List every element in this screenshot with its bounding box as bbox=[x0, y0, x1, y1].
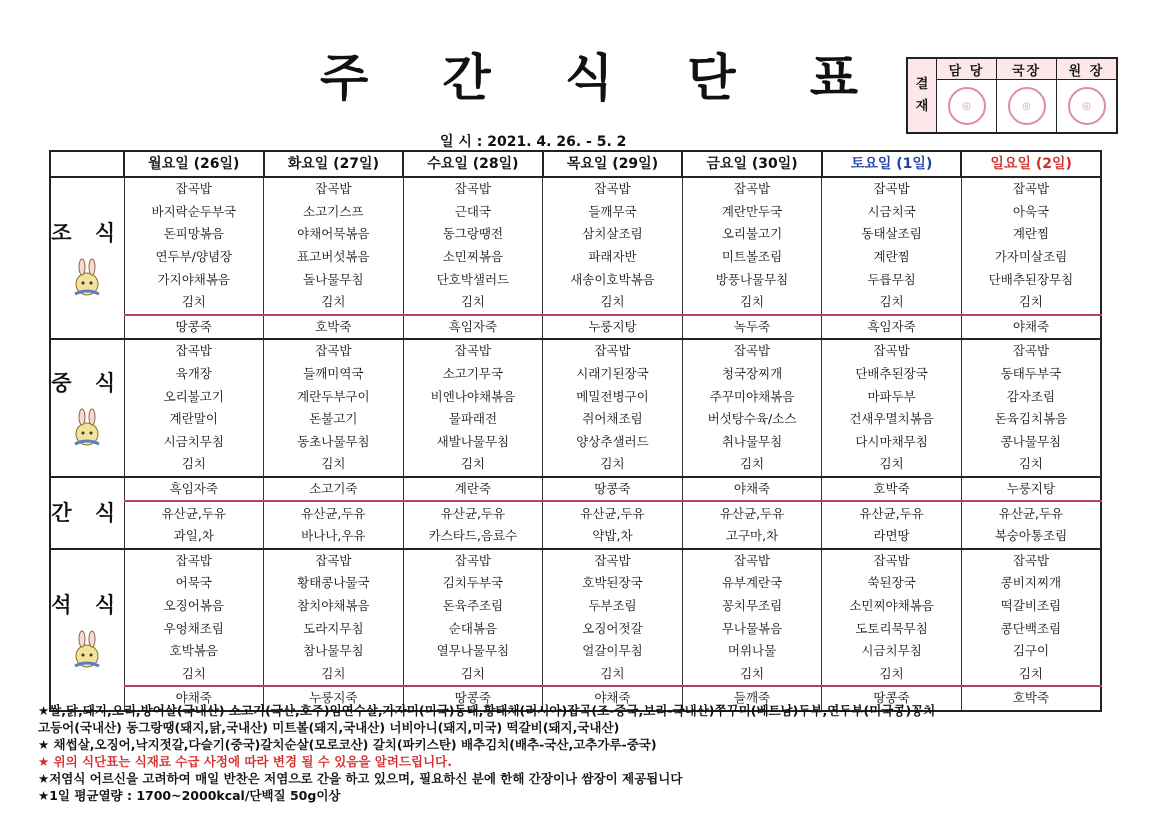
menu-cell: 녹두죽 bbox=[682, 315, 822, 340]
approval-label: 결 재 bbox=[908, 59, 937, 132]
menu-cell: 유산균,두유 bbox=[961, 501, 1101, 525]
menu-cell: 쑥된장국 bbox=[822, 572, 962, 595]
title-char: 표 bbox=[809, 49, 860, 107]
page-title bbox=[320, 38, 860, 110]
menu-cell: 열무나물무침 bbox=[403, 640, 543, 663]
menu-cell: 김치 bbox=[961, 453, 1101, 477]
menu-cell: 단호박샐러드 bbox=[403, 268, 543, 291]
seal-stamp: ◎ bbox=[1008, 87, 1046, 125]
menu-row bbox=[50, 408, 1101, 431]
menu-cell: 잡곡밥 bbox=[822, 177, 962, 201]
menu-cell: 아욱국 bbox=[961, 201, 1101, 224]
menu-cell: 동태살조림 bbox=[822, 223, 962, 246]
seal-stamp: ◎ bbox=[948, 87, 986, 125]
notes bbox=[38, 702, 935, 804]
menu-row bbox=[50, 177, 1101, 201]
menu-cell: 야채죽 bbox=[543, 686, 683, 711]
meal-name: 석 식 bbox=[51, 592, 124, 617]
menu-cell: 잡곡밥 bbox=[403, 549, 543, 573]
menu-cell: 김치 bbox=[961, 291, 1101, 315]
menu-cell: 김치 bbox=[822, 662, 962, 686]
menu-cell: 김치 bbox=[264, 453, 404, 477]
menu-row bbox=[50, 363, 1101, 386]
menu-date: 일 시 : 2021. 4. 26. - 5. 2 bbox=[440, 134, 627, 150]
menu-cell: 유부계란국 bbox=[682, 572, 822, 595]
menu-cell: 호박죽 bbox=[961, 686, 1101, 711]
menu-cell: 돌나물무침 bbox=[264, 268, 404, 291]
menu-cell: 계란말이 bbox=[124, 408, 264, 431]
menu-cell: 잡곡밥 bbox=[961, 339, 1101, 363]
menu-row bbox=[50, 501, 1101, 525]
menu-cell: 김치 bbox=[543, 291, 683, 315]
menu-cell: 누룽지탕 bbox=[543, 315, 683, 340]
menu-cell: 돈육김치볶음 bbox=[961, 408, 1101, 431]
menu-cell: 표고버섯볶음 bbox=[264, 246, 404, 269]
menu-cell: 꽁치무조림 bbox=[682, 595, 822, 618]
menu-row bbox=[50, 525, 1101, 549]
title-char: 단 bbox=[687, 49, 738, 107]
menu-cell: 유산균,두유 bbox=[403, 501, 543, 525]
title-char: 식 bbox=[564, 49, 616, 107]
menu-row bbox=[50, 385, 1101, 408]
menu-row bbox=[50, 201, 1101, 224]
note-line: ★1일 평균열량 : 1700~2000kcal/단백질 50g이상 bbox=[38, 788, 341, 803]
menu-cell: 마파두부 bbox=[822, 385, 962, 408]
menu-cell: 새송이호박볶음 bbox=[543, 268, 683, 291]
menu-cell: 야채죽 bbox=[682, 477, 822, 502]
menu-cell: 야채죽 bbox=[124, 686, 264, 711]
menu-cell: 연두부/양념장 bbox=[124, 246, 264, 269]
menu-cell: 유산균,두유 bbox=[124, 501, 264, 525]
menu-cell: 흑임자죽 bbox=[403, 315, 543, 340]
menu-row bbox=[50, 549, 1101, 573]
day-header: 일요일 (2일) bbox=[961, 151, 1101, 177]
meal-name: 간 식 bbox=[51, 500, 124, 525]
menu-row bbox=[50, 291, 1101, 315]
menu-cell: 순대볶음 bbox=[403, 617, 543, 640]
menu-cell: 콩나물무침 bbox=[961, 431, 1101, 454]
menu-cell: 물파래전 bbox=[403, 408, 543, 431]
menu-cell: 잡곡밥 bbox=[682, 549, 822, 573]
menu-cell: 소민찌야채볶음 bbox=[822, 595, 962, 618]
meal-label bbox=[50, 177, 124, 339]
menu-cell: 김치 bbox=[682, 662, 822, 686]
approval-director: 국장 ◎ bbox=[997, 59, 1057, 132]
menu-cell: 김치 bbox=[543, 662, 683, 686]
menu-cell: 김치 bbox=[403, 662, 543, 686]
menu-cell: 버섯탕수육/소스 bbox=[682, 408, 822, 431]
menu-cell: 김치두부국 bbox=[403, 572, 543, 595]
menu-cell: 호박된장국 bbox=[543, 572, 683, 595]
menu-cell: 콩단백조림 bbox=[961, 617, 1101, 640]
menu-cell: 김치 bbox=[682, 291, 822, 315]
menu-cell: 청국장찌개 bbox=[682, 363, 822, 386]
approval-box bbox=[906, 57, 1118, 134]
menu-cell: 잡곡밥 bbox=[124, 177, 264, 201]
menu-cell: 육개장 bbox=[124, 363, 264, 386]
menu-cell: 잡곡밥 bbox=[124, 339, 264, 363]
day-header: 화요일 (27일) bbox=[264, 151, 404, 177]
menu-cell: 김치 bbox=[961, 662, 1101, 686]
menu-row bbox=[50, 431, 1101, 454]
menu-row bbox=[50, 477, 1101, 502]
menu-cell: 잡곡밥 bbox=[403, 339, 543, 363]
menu-cell: 계란만두국 bbox=[682, 201, 822, 224]
menu-cell: 돈피망볶음 bbox=[124, 223, 264, 246]
menu-cell: 가자미살조림 bbox=[961, 246, 1101, 269]
menu-cell: 얼갈이무침 bbox=[543, 640, 683, 663]
menu-cell: 메밀전병구이 bbox=[543, 385, 683, 408]
menu-cell: 참나물무침 bbox=[264, 640, 404, 663]
menu-cell: 동초나물무침 bbox=[264, 431, 404, 454]
menu-cell: 잡곡밥 bbox=[961, 177, 1101, 201]
menu-cell: 유산균,두유 bbox=[682, 501, 822, 525]
menu-cell: 잡곡밥 bbox=[822, 339, 962, 363]
menu-cell: 호박볶음 bbox=[124, 640, 264, 663]
menu-row bbox=[50, 268, 1101, 291]
menu-cell: 비엔나야채볶음 bbox=[403, 385, 543, 408]
menu-cell: 호박죽 bbox=[264, 315, 404, 340]
menu-cell: 유산균,두유 bbox=[822, 501, 962, 525]
note-line: ★쌀,닭,돼지,오리,방어살(국내산) 소고기(국산,호주)임연수살,가자미(미국)동태,황태채(러시아)잡곡(조-중국,보리-국내산)쭈꾸미(베트남)두부,연두부(미국콩)꽁치 bbox=[38, 703, 936, 718]
menu-cell: 삼치살조림 bbox=[543, 223, 683, 246]
menu-cell: 고구마,차 bbox=[682, 525, 822, 549]
menu-cell: 오징어젓갈 bbox=[543, 617, 683, 640]
menu-cell: 잡곡밥 bbox=[124, 549, 264, 573]
menu-cell: 땅콩죽 bbox=[124, 315, 264, 340]
menu-cell: 잡곡밥 bbox=[961, 549, 1101, 573]
rabbit-icon bbox=[67, 630, 107, 670]
rabbit-icon bbox=[67, 408, 107, 448]
menu-cell: 야채죽 bbox=[961, 315, 1101, 340]
menu-cell: 계란찜 bbox=[822, 246, 962, 269]
note-line: ★ 채썹살,오징어,낙지젓갈,다슬기(중국)갈치순살(모로코산) 갈치(파키스탄) 배추김치(배추-국산,고추가루-중국) bbox=[38, 737, 657, 752]
meal-label bbox=[50, 549, 124, 711]
seal-stamp: ◎ bbox=[1068, 87, 1106, 125]
menu-cell: 김치 bbox=[682, 453, 822, 477]
title-char: 주 bbox=[320, 49, 371, 107]
menu-cell: 김치 bbox=[264, 291, 404, 315]
menu-cell: 오리불고기 bbox=[682, 223, 822, 246]
day-header: 수요일 (28일) bbox=[403, 151, 543, 177]
menu-cell: 미트볼조림 bbox=[682, 246, 822, 269]
menu-cell: 과일,차 bbox=[124, 525, 264, 549]
menu-row bbox=[50, 662, 1101, 686]
menu-cell: 들깨미역국 bbox=[264, 363, 404, 386]
menu-cell: 소고기무국 bbox=[403, 363, 543, 386]
day-header: 토요일 (1일) bbox=[822, 151, 962, 177]
menu-cell: 흑임자죽 bbox=[124, 477, 264, 502]
menu-cell: 계란두부구이 bbox=[264, 385, 404, 408]
menu-cell: 잡곡밥 bbox=[543, 339, 683, 363]
menu-cell: 참치야채볶음 bbox=[264, 595, 404, 618]
menu-cell: 취나물무침 bbox=[682, 431, 822, 454]
menu-cell: 감자조림 bbox=[961, 385, 1101, 408]
meal-label bbox=[50, 477, 124, 549]
menu-cell: 잡곡밥 bbox=[264, 549, 404, 573]
menu-cell: 호박죽 bbox=[822, 477, 962, 502]
menu-cell: 김치 bbox=[543, 453, 683, 477]
menu-cell: 복숭아통조림 bbox=[961, 525, 1101, 549]
menu-cell: 잡곡밥 bbox=[264, 339, 404, 363]
menu-row bbox=[50, 453, 1101, 477]
menu-cell: 시금치무침 bbox=[822, 640, 962, 663]
menu-cell: 동태두부국 bbox=[961, 363, 1101, 386]
menu-cell: 김구이 bbox=[961, 640, 1101, 663]
menu-cell: 유산균,두유 bbox=[543, 501, 683, 525]
meal-name: 조 식 bbox=[51, 221, 124, 246]
day-header: 목요일 (29일) bbox=[543, 151, 683, 177]
menu-row bbox=[50, 246, 1101, 269]
menu-cell: 건새우멸치볶음 bbox=[822, 408, 962, 431]
menu-cell: 파래자반 bbox=[543, 246, 683, 269]
menu-cell: 쥐어채조림 bbox=[543, 408, 683, 431]
menu-cell: 땅콩죽 bbox=[403, 686, 543, 711]
menu-cell: 김치 bbox=[403, 291, 543, 315]
day-header: 금요일 (30일) bbox=[682, 151, 822, 177]
menu-cell: 잡곡밥 bbox=[403, 177, 543, 201]
menu-cell: 누룽지죽 bbox=[264, 686, 404, 711]
rabbit-icon bbox=[67, 258, 107, 298]
menu-cell: 단배추된장국 bbox=[822, 363, 962, 386]
menu-cell: 머위나물 bbox=[682, 640, 822, 663]
menu-cell: 김치 bbox=[124, 291, 264, 315]
menu-table bbox=[49, 150, 1102, 712]
menu-cell: 김치 bbox=[822, 291, 962, 315]
menu-cell: 김치 bbox=[403, 453, 543, 477]
menu-cell: 돈육주조림 bbox=[403, 595, 543, 618]
corner-cell bbox=[50, 151, 124, 177]
note-line: ★저염식 어르신을 고려하여 매일 반찬은 저염으로 간을 하고 있으며, 필요하신 분에 한해 간장이나 쌈장이 제공됩니다 bbox=[38, 771, 683, 786]
menu-cell: 들깨죽 bbox=[682, 686, 822, 711]
menu-cell: 누룽지탕 bbox=[961, 477, 1101, 502]
approval-staff: 담 당 ◎ bbox=[937, 59, 997, 132]
menu-row bbox=[50, 315, 1101, 340]
menu-cell: 잡곡밥 bbox=[264, 177, 404, 201]
menu-cell: 잡곡밥 bbox=[682, 339, 822, 363]
menu-cell: 땅콩죽 bbox=[543, 477, 683, 502]
menu-cell: 콩비지찌개 bbox=[961, 572, 1101, 595]
menu-cell: 약밥,차 bbox=[543, 525, 683, 549]
menu-row bbox=[50, 572, 1101, 595]
menu-cell: 다시마채무침 bbox=[822, 431, 962, 454]
menu-row bbox=[50, 640, 1101, 663]
title-char: 간 bbox=[442, 49, 493, 107]
menu-cell: 도토리묵무침 bbox=[822, 617, 962, 640]
menu-row bbox=[50, 595, 1101, 618]
menu-cell: 시금치무침 bbox=[124, 431, 264, 454]
menu-cell: 땅콩죽 bbox=[822, 686, 962, 711]
menu-cell: 잡곡밥 bbox=[822, 549, 962, 573]
menu-cell: 동그랑땡전 bbox=[403, 223, 543, 246]
menu-cell: 방풍나물무침 bbox=[682, 268, 822, 291]
menu-cell: 무나물볶음 bbox=[682, 617, 822, 640]
menu-cell: 바나나,우유 bbox=[264, 525, 404, 549]
menu-row bbox=[50, 617, 1101, 640]
menu-cell: 주꾸미야채볶음 bbox=[682, 385, 822, 408]
note-line: 고등어(국내산) 동그랑땡(돼지,닭,국내산) 미트볼(돼지,국내산) 너비아니(돼지,미국) 떡갈비(돼지,국내산) bbox=[38, 720, 620, 735]
menu-cell: 황태콩나물국 bbox=[264, 572, 404, 595]
menu-cell: 잡곡밥 bbox=[543, 177, 683, 201]
menu-cell: 라면땅 bbox=[822, 525, 962, 549]
menu-cell: 새발나물무침 bbox=[403, 431, 543, 454]
menu-cell: 도라지무침 bbox=[264, 617, 404, 640]
note-line-warning: ★ 위의 식단표는 식재료 수급 사정에 따라 변경 될 수 있음을 알려드립니다. bbox=[38, 754, 453, 769]
menu-cell: 두릅무침 bbox=[822, 268, 962, 291]
menu-cell: 어묵국 bbox=[124, 572, 264, 595]
menu-cell: 떡갈비조림 bbox=[961, 595, 1101, 618]
menu-cell: 오리불고기 bbox=[124, 385, 264, 408]
menu-cell: 소고기죽 bbox=[264, 477, 404, 502]
menu-cell: 소민찌볶음 bbox=[403, 246, 543, 269]
menu-cell: 양상추샐러드 bbox=[543, 431, 683, 454]
menu-cell: 카스타드,음료수 bbox=[403, 525, 543, 549]
menu-cell: 바지락순두부국 bbox=[124, 201, 264, 224]
menu-cell: 김치 bbox=[124, 453, 264, 477]
menu-cell: 잡곡밥 bbox=[543, 549, 683, 573]
menu-cell: 들깨무국 bbox=[543, 201, 683, 224]
menu-cell: 우엉채조림 bbox=[124, 617, 264, 640]
menu-cell: 김치 bbox=[822, 453, 962, 477]
menu-cell: 돈불고기 bbox=[264, 408, 404, 431]
menu-row bbox=[50, 339, 1101, 363]
menu-row bbox=[50, 223, 1101, 246]
menu-cell: 잡곡밥 bbox=[682, 177, 822, 201]
menu-cell: 김치 bbox=[264, 662, 404, 686]
menu-cell: 시금치국 bbox=[822, 201, 962, 224]
menu-cell: 김치 bbox=[124, 662, 264, 686]
menu-cell: 단배추된장무침 bbox=[961, 268, 1101, 291]
menu-cell: 두부조림 bbox=[543, 595, 683, 618]
menu-cell: 가지야채볶음 bbox=[124, 268, 264, 291]
menu-cell: 흑임자죽 bbox=[822, 315, 962, 340]
menu-cell: 오징어볶음 bbox=[124, 595, 264, 618]
approval-head: 원 장 ◎ bbox=[1057, 59, 1116, 132]
day-header: 월요일 (26일) bbox=[124, 151, 264, 177]
menu-cell: 시래기된장국 bbox=[543, 363, 683, 386]
menu-cell: 계란죽 bbox=[403, 477, 543, 502]
menu-cell: 소고기스프 bbox=[264, 201, 404, 224]
meal-label bbox=[50, 339, 124, 477]
menu-cell: 근대국 bbox=[403, 201, 543, 224]
meal-name: 중 식 bbox=[51, 370, 124, 395]
menu-cell: 계란찜 bbox=[961, 223, 1101, 246]
menu-cell: 야채어묵볶음 bbox=[264, 223, 404, 246]
menu-cell: 유산균,두유 bbox=[264, 501, 404, 525]
